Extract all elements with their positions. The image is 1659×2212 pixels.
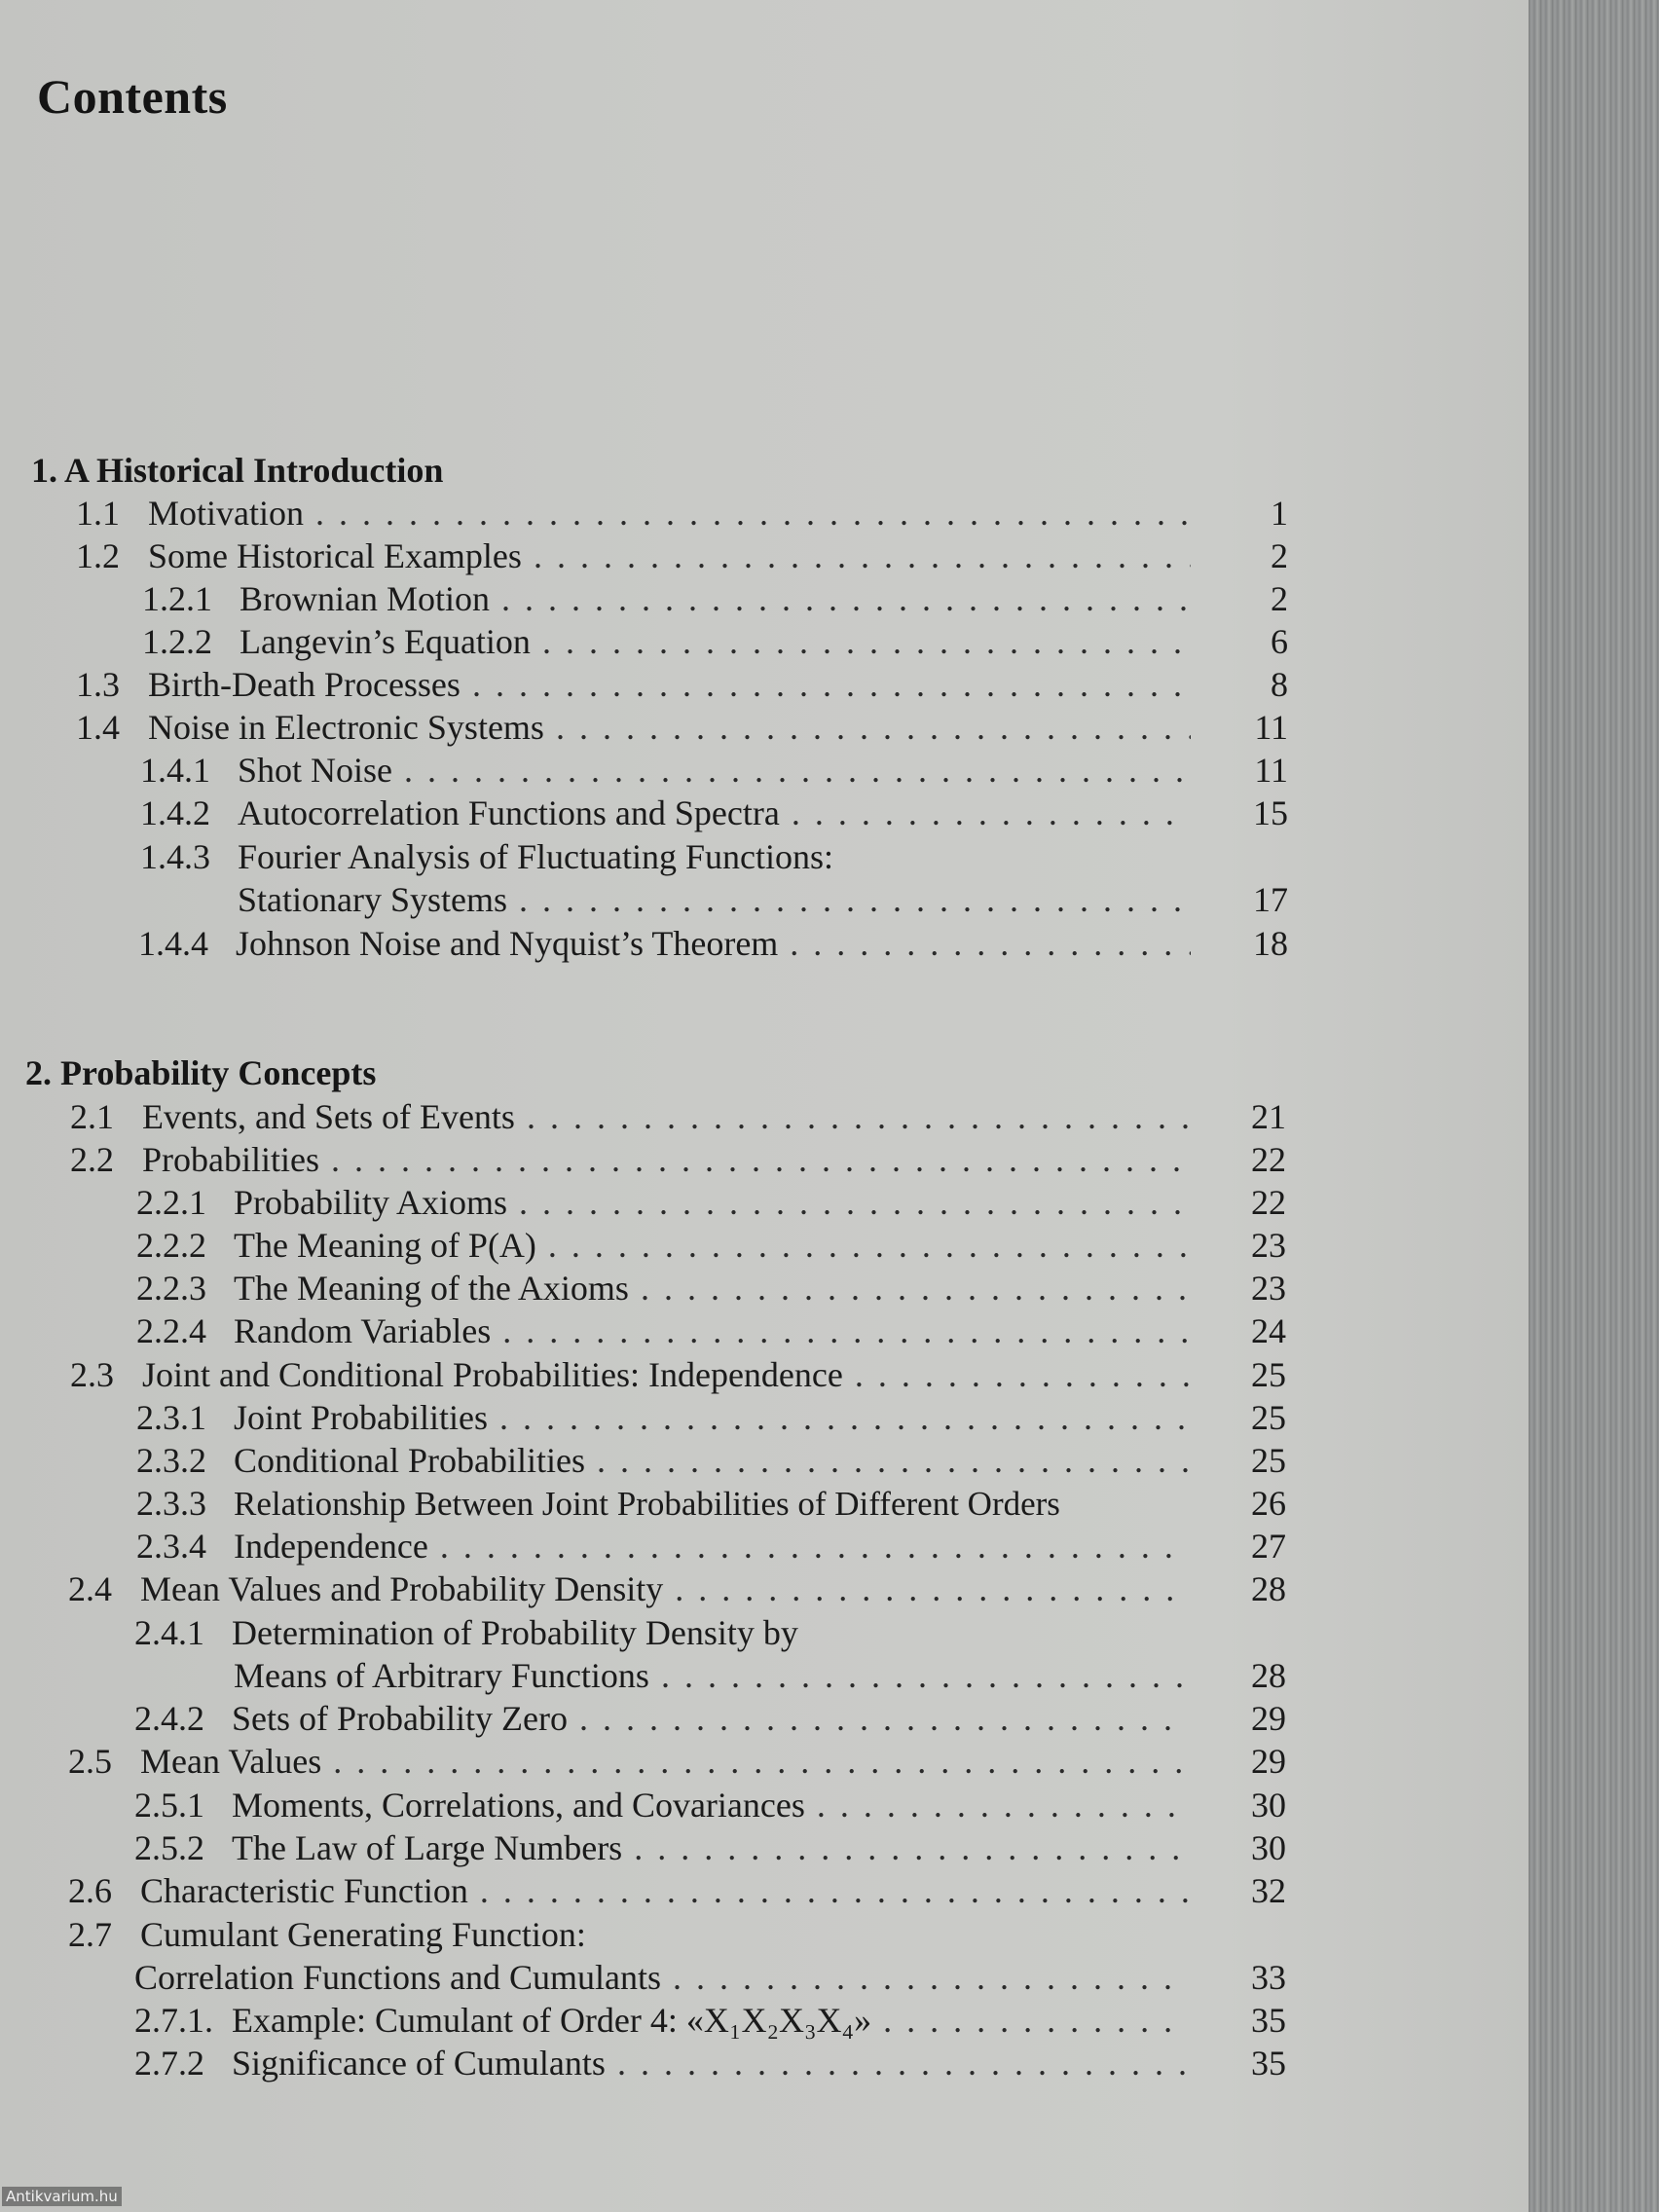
toc-entry-page: 11 [1254, 708, 1288, 747]
toc-entry-title: The Law of Large Numbers [232, 1828, 623, 1867]
toc-entry-title: Independence [234, 1527, 428, 1566]
leader-dots [641, 1267, 1189, 1309]
toc-entry-title-continued: Correlation Functions and Cumulants [134, 1958, 661, 1997]
toc-entry-number: 2.3.1 [136, 1398, 206, 1437]
toc-entry [136, 1482, 1286, 1525]
toc-entry [136, 1525, 1286, 1567]
toc-entry [76, 663, 1288, 706]
toc-entry [68, 1869, 1286, 1912]
toc-entry [140, 792, 1288, 834]
toc-entry-page: 15 [1253, 793, 1288, 832]
leader-dots [315, 492, 1191, 535]
leader-dots [556, 706, 1191, 749]
toc-entry-number: 2.1 [70, 1097, 114, 1136]
toc-entry [136, 1396, 1286, 1439]
toc-entry [134, 1697, 1286, 1740]
toc-entry-title: Mean Values and Probability Density [140, 1569, 664, 1608]
toc-entry-number: 2.2.4 [136, 1311, 206, 1350]
toc-entry-number: 1.2.2 [142, 622, 212, 661]
toc-entry-title: Relationship Between Joint Probabilities of Different Orders [234, 1485, 1060, 1523]
toc-entry-title: Probabilities [142, 1140, 319, 1179]
toc-entry-page: 2 [1271, 579, 1288, 618]
leader-dots [634, 1826, 1189, 1869]
leader-dots [534, 535, 1191, 577]
toc-entry-first-line [140, 835, 833, 878]
toc-entry-page: 23 [1251, 1269, 1286, 1308]
toc-entry-page: 22 [1251, 1140, 1286, 1179]
leader-dots [579, 1697, 1189, 1740]
toc-entry [70, 1095, 1286, 1138]
toc-entry [76, 706, 1288, 749]
toc-entry-title-continued: Stationary Systems [238, 880, 507, 919]
leader-dots [519, 878, 1191, 921]
toc-entry [134, 1999, 1286, 2042]
leader-dots [817, 1784, 1189, 1826]
toc-entry [134, 1956, 1286, 1999]
toc-entry-first-line [134, 1611, 798, 1654]
toc-entry [138, 922, 1288, 965]
toc-entry-number: 2.5 [68, 1742, 112, 1781]
leader-dots [333, 1740, 1189, 1783]
toc-entry-number: 1.1 [76, 494, 120, 533]
toc-entry-number: 1.4.1 [140, 751, 210, 790]
toc-entry-number: 2.4.1 [134, 1613, 204, 1652]
toc-entry [70, 1138, 1286, 1181]
toc-entry [76, 492, 1288, 535]
leader-dots [519, 1181, 1189, 1224]
toc-entry [134, 1826, 1286, 1869]
toc-entry-page: 25 [1251, 1355, 1286, 1394]
leader-dots [597, 1439, 1189, 1482]
toc-entry-number: 2.2 [70, 1140, 114, 1179]
toc-entry-number: 1.3 [76, 665, 120, 704]
toc-entry-title: Conditional Probabilities [234, 1441, 585, 1480]
toc-entry-title: The Meaning of the Axioms [234, 1269, 629, 1308]
toc-entry [70, 1353, 1286, 1396]
toc-entry-page: 35 [1251, 2044, 1286, 2083]
toc-entry-number: 1.4.3 [140, 837, 210, 876]
toc-entry-title: Characteristic Function [140, 1871, 468, 1910]
toc-entry-page: 32 [1251, 1871, 1286, 1910]
toc-entry-title: Brownian Motion [240, 579, 490, 618]
toc-entry-number: 2.2.2 [136, 1226, 206, 1265]
toc-entry-title: Johnson Noise and Nyquist’s Theorem [236, 924, 779, 963]
toc-entry-number: 2.4.2 [134, 1699, 204, 1738]
toc-entry-title: Mean Values [140, 1742, 322, 1781]
toc-entry [234, 1654, 1286, 1697]
leader-dots [675, 1567, 1189, 1610]
toc-entry-title: Joint Probabilities [234, 1398, 488, 1437]
toc-entry-page: 30 [1251, 1828, 1286, 1867]
toc-entry-number: 2.3.3 [136, 1484, 206, 1523]
toc-entry-page: 25 [1251, 1441, 1286, 1480]
toc-entry-title: Significance of Cumulants [232, 2044, 606, 2083]
toc-entry-page: 26 [1251, 1484, 1286, 1523]
toc-entry [136, 1439, 1286, 1482]
toc-entry-page: 22 [1251, 1183, 1286, 1222]
leader-dots [527, 1095, 1189, 1138]
toc-entry [142, 577, 1288, 620]
toc-entry-number: 2.3.4 [136, 1527, 206, 1566]
toc-entry-page: 1 [1271, 494, 1288, 533]
toc-entry-number: 2.3.2 [136, 1441, 206, 1480]
toc-entry-title: Noise in Electronic Systems [148, 708, 544, 747]
toc-entry-number: 2.3 [70, 1355, 114, 1394]
toc-entry [238, 878, 1288, 921]
toc-entry-page: 23 [1251, 1226, 1286, 1265]
leader-dots [792, 792, 1191, 834]
toc-entry-number: 2.2.1 [136, 1183, 206, 1222]
toc-entry-number: 1.4.2 [140, 793, 210, 832]
toc-entry-page: 30 [1251, 1786, 1286, 1825]
toc-entry-page: 8 [1271, 665, 1288, 704]
toc-entry-page: 21 [1251, 1097, 1286, 1136]
toc-entry-number: 2.2.3 [136, 1269, 206, 1308]
toc-entry [134, 2042, 1286, 2084]
leader-dots [480, 1869, 1189, 1912]
toc-entry [68, 1567, 1286, 1610]
toc-entry-number: 2.7.2 [134, 2044, 204, 2083]
toc-entry [134, 1784, 1286, 1826]
toc-entry-number: 2.4 [68, 1569, 112, 1608]
toc-entry-page: 29 [1251, 1742, 1286, 1781]
leader-dots [501, 577, 1191, 620]
toc-entry [136, 1224, 1286, 1267]
toc-entry-page: 33 [1251, 1958, 1286, 1997]
leader-dots [440, 1525, 1189, 1567]
toc-entry-number: 2.7.1. [134, 2001, 213, 2040]
leader-dots [855, 1353, 1189, 1396]
leader-dots [502, 1309, 1189, 1352]
watermark: Antikvarium.hu [2, 2187, 122, 2206]
toc-entry-page: 11 [1254, 751, 1288, 790]
toc-entry-title: Example: Cumulant of Order 4: «X₁X₂X₃X₄» [232, 2001, 872, 2040]
toc-entry-title: Events, and Sets of Events [142, 1097, 515, 1136]
chapter-1-heading: 1. A Historical Introduction [31, 451, 444, 490]
leader-dots [499, 1396, 1189, 1439]
toc-entry [136, 1267, 1286, 1309]
toc-entry [140, 749, 1288, 792]
toc-entry [136, 1309, 1286, 1352]
toc-entry-title: Cumulant Generating Function: [140, 1915, 586, 1954]
page-title: Contents [37, 69, 228, 124]
leader-dots [790, 922, 1191, 965]
toc-entry-number: 1.2 [76, 536, 120, 575]
leader-dots [331, 1138, 1189, 1181]
leader-dots [542, 620, 1191, 663]
toc-entry-title: Some Historical Examples [148, 536, 522, 575]
toc-entry-title: Determination of Probability Density by [232, 1613, 798, 1652]
toc-entry-page: 24 [1251, 1311, 1286, 1350]
toc-entry-title: Autocorrelation Functions and Spectra [238, 793, 780, 832]
page-edge-stack [1529, 0, 1659, 2212]
toc-entry [76, 535, 1288, 577]
toc-entry [136, 1181, 1286, 1224]
toc-entry-page: 28 [1251, 1569, 1286, 1608]
toc-entry-number: 2.5.1 [134, 1786, 204, 1825]
toc-entry-number: 2.5.2 [134, 1828, 204, 1867]
leader-dots [617, 2042, 1189, 2084]
toc-entry-title: Fourier Analysis of Fluctuating Functions: [238, 837, 833, 876]
toc-entry-title: Langevin’s Equation [240, 622, 531, 661]
toc-entry-page: 28 [1251, 1656, 1286, 1695]
toc-entry-page: 17 [1253, 880, 1288, 919]
toc-entry-title: Shot Noise [238, 751, 393, 790]
leader-dots [548, 1224, 1189, 1267]
toc-entry-title: Sets of Probability Zero [232, 1699, 568, 1738]
toc-entry-page: 6 [1271, 622, 1288, 661]
toc-entry-page: 27 [1251, 1527, 1286, 1566]
toc-entry-number: 2.6 [68, 1871, 112, 1910]
toc-entry-title: Joint and Conditional Probabilities: Independence [142, 1355, 843, 1394]
toc-entry-number: 1.2.1 [142, 579, 212, 618]
toc-entry-title: The Meaning of P(A) [234, 1226, 536, 1265]
toc-entry-title: Moments, Correlations, and Covariances [232, 1786, 805, 1825]
leader-dots [673, 1956, 1189, 1999]
chapter-2-heading: 2. Probability Concepts [25, 1053, 377, 1092]
toc-entry-title-continued: Means of Arbitrary Functions [234, 1656, 649, 1695]
toc-entry-number: 1.4 [76, 708, 120, 747]
leader-dots [883, 1999, 1189, 2042]
toc-entry [68, 1740, 1286, 1783]
toc-entry-title: Probability Axioms [234, 1183, 508, 1222]
toc-entry-title: Random Variables [234, 1311, 492, 1350]
leader-dots [404, 749, 1191, 792]
toc-entry-page: 18 [1253, 924, 1288, 963]
toc-entry [142, 620, 1288, 663]
toc-entry-number: 2.7 [68, 1915, 112, 1954]
toc-entry-title: Motivation [148, 494, 304, 533]
toc-entry-number: 1.4.4 [138, 924, 208, 963]
toc-entry-page: 35 [1251, 2001, 1286, 2040]
leader-dots [661, 1654, 1189, 1697]
toc-entry-page: 29 [1251, 1699, 1286, 1738]
toc-entry-first-line [68, 1913, 586, 1956]
leader-dots [472, 663, 1191, 706]
toc-entry-page: 2 [1271, 536, 1288, 575]
toc-entry-page: 25 [1251, 1398, 1286, 1437]
toc-entry-title: Birth-Death Processes [148, 665, 461, 704]
